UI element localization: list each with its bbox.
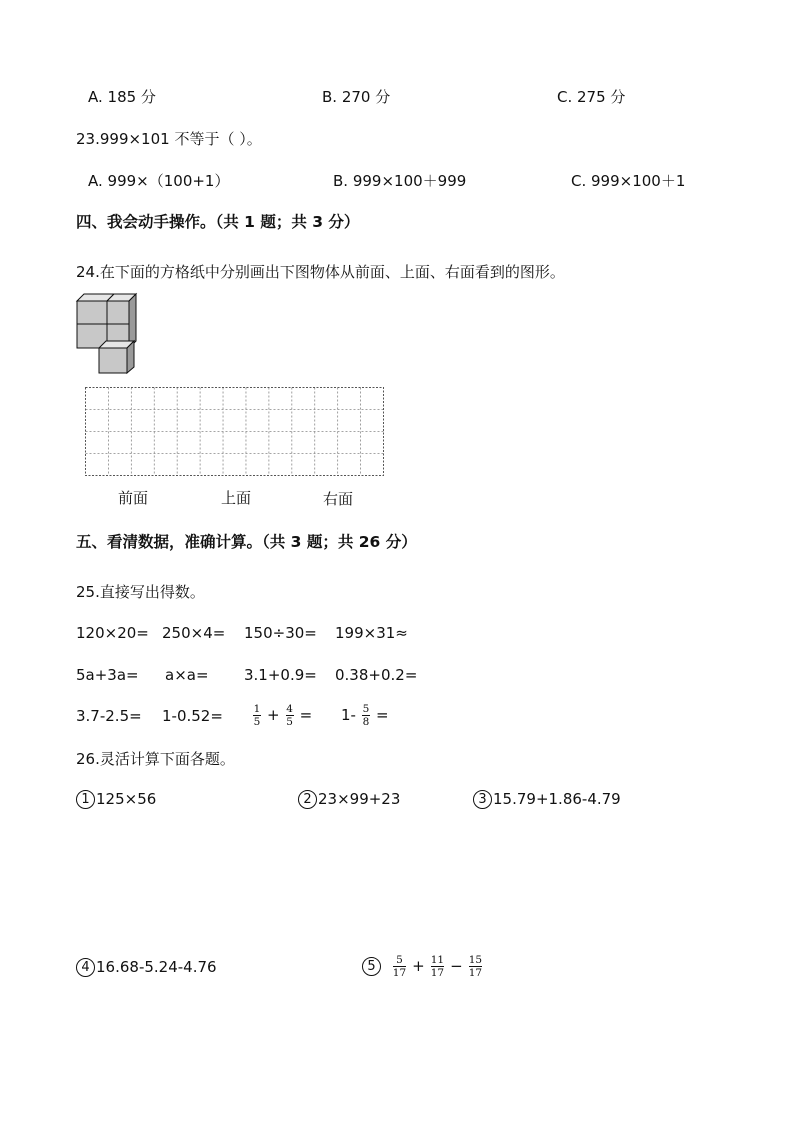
q26-item-2: 2 23×99+23 [298,789,400,809]
fraction: $\frac{11}{17}$ [430,954,445,979]
q26-item-4: 4 16.68-5.24-4.76 [76,957,217,977]
q26-item-5: 5 $\frac{5}{17}$ + $\frac{11}{17}$ − $\frac{15}{17}$ [362,950,482,982]
q26-item-3: 3 15.79+1.86-4.79 [473,789,621,809]
q25-r1-3: 150÷30= [244,624,317,642]
grid-label-top: 上面 [221,489,252,507]
q26-item-1: 1 125×56 [76,789,156,809]
grid-paper[interactable] [85,387,385,477]
q25-r3-2: 1-0.52= [162,707,223,725]
grid-label-right: 右面 [323,490,354,508]
fraction: $\frac{15}{17}$ [468,954,483,979]
circled-number: 3 [473,790,492,809]
q24-stem: 24.在下面的方格纸中分别画出下图物体从前面、上面、右面看到的图形。 [76,263,565,281]
q25-fraction-sub: 1- $\frac{5}{8}$ = [341,703,389,728]
q25-r3-1: 3.7-2.5= [76,707,142,725]
section-5-title: 五、看清数据，准确计算。（共 3 题；共 26 分） [76,533,417,551]
fraction: $\frac{4}{5}$ [286,703,293,728]
q25-fraction-sum: $\frac{1}{5}$ + $\frac{4}{5}$ = [253,703,313,728]
q25-r2-3: 3.1+0.9= [244,666,317,684]
q25-r2-4: 0.38+0.2= [335,666,418,684]
q26-stem: 26.灵活计算下面各题。 [76,750,235,768]
q23-stem: 23.999×101 不等于（ ）。 [76,130,262,148]
section-4-title: 四、我会动手操作。（共 1 题；共 3 分） [76,213,360,231]
circled-number: 2 [298,790,317,809]
q22-option-a: A. 185 分 [88,88,156,106]
q22-option-c: C. 275 分 [557,88,626,106]
fraction: $\frac{5}{8}$ [362,703,370,728]
q25-r2-1: 5a+3a= [76,666,139,684]
fraction: $\frac{5}{17}$ [392,954,407,979]
q23-option-a: A. 999×（100+1） [88,172,230,190]
grid-label-front: 前面 [118,489,149,507]
q23-option-c: C. 999×100＋1 [571,172,686,190]
q25-r1-2: 250×4= [162,624,226,642]
q25-r2-2: a×a= [165,666,209,684]
cube-figure [74,291,146,377]
q22-option-b: B. 270 分 [322,88,391,106]
circled-number: 5 [362,957,381,976]
q25-r1-4: 199×31≈ [335,624,408,642]
q23-option-b: B. 999×100＋999 [333,172,467,190]
q25-r1-1: 120×20= [76,624,149,642]
circled-number: 4 [76,958,95,977]
fraction: $\frac{1}{5}$ [253,703,261,728]
circled-number: 1 [76,790,95,809]
q25-stem: 25.直接写出得数。 [76,583,205,601]
